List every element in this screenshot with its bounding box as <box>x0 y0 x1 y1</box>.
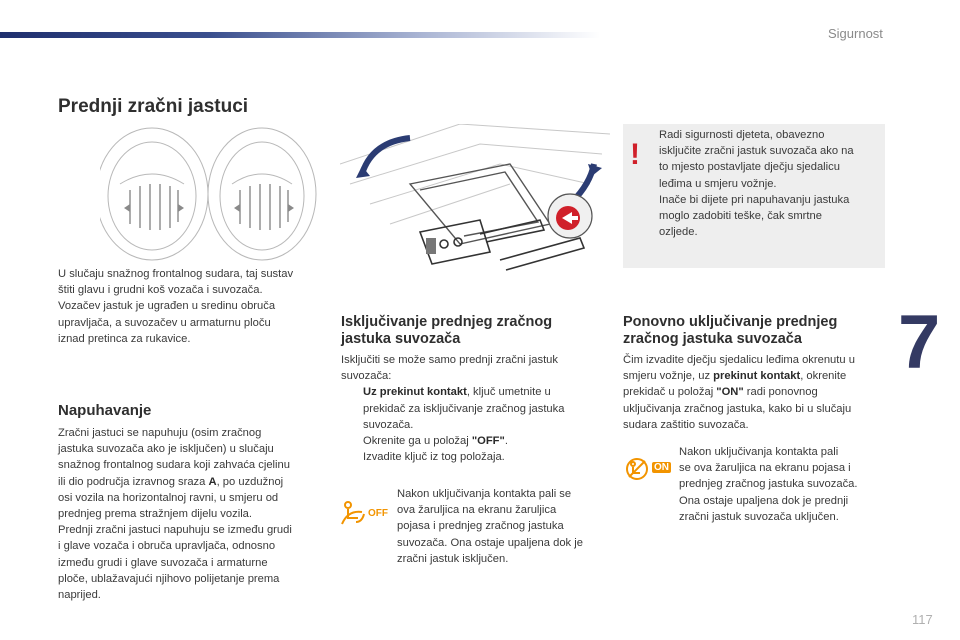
page-number: 117 <box>912 612 933 627</box>
reactivation-heading: Ponovno uključivanje prednjeg zračnog jastuka suvozača <box>623 314 838 347</box>
list-item: Okrenite ga u položaj "OFF". <box>363 435 508 448</box>
page-title: Prednji zračni jastuci <box>58 96 249 117</box>
chapter-number: 7 <box>898 300 941 385</box>
intro-paragraph: U slučaju snažnog frontalnog sudara, taj sustav štiti glavu i grudni koš vozača i suvozača. Vozačev jastuk je ugrađen u sredinu obruča upravljača, a suvozačev u armaturnu ploču iznad pretinca za rukavice. <box>58 268 294 345</box>
deactivation-heading: Isključivanje prednjeg zračnog jastuka suvozača <box>341 314 553 347</box>
airbag-off-tag: OFF <box>368 508 388 519</box>
warning-icon: ! <box>630 138 640 171</box>
airbag-on-indicator-icon <box>624 456 674 482</box>
airbag-illustration <box>100 124 320 262</box>
airbag-off-indicator-icon <box>338 500 394 528</box>
airbag-switch-illustration <box>340 124 610 294</box>
airbag-on-tag: ON <box>654 462 669 473</box>
inflation-paragraph: Zračni jastuci se napuhuju (osim zračnog jastuka suvozača ako je isključen) u slučaju snažnog frontalnog sudara koji zahvaća cjelinu ili dio područja izravnog sraza A, po uzdužnoj osi vozila na horizontalnoj ravni, u smjeru od prednjeg prema stražnjem dijelu vozila. Prednji zračni jastuci napuhuju se između grudi i glave vozača i obruča upravljača, odnosno između grudi i glave suvozača i armaturne ploče, ublažavajući njihovo polijetanje prema naprijed. <box>58 427 292 602</box>
list-item: Izvadite ključ iz tog položaja. <box>363 451 505 464</box>
warning-text: Radi sigurnosti djeteta, obavezno isključite zračni jastuk suvozača ako na to mjesto postavljate dječju sjedalicu leđima u smjeru vožnje. Inače bi dijete pri napuhavanju jastuka moglo zadobiti teške, čak smrtne ozljede. <box>659 129 854 239</box>
airbag-on-seat-icon <box>624 457 650 481</box>
reactivation-indicator-text: Nakon uključivanja kontakta pali se ova žaruljica na ekranu pojasa i prednjeg zračnog jastuka suvozača. Ona ostaje upaljena dok je prednji zračni jastuk suvozača uključen. <box>679 446 858 523</box>
airbag-off-seat-icon <box>338 500 368 528</box>
deactivation-indicator-text: Nakon uključivanja kontakta pali se ova žaruljica na ekranu žaruljica pojasa i prednjeg zračnog jastuka suvozača. Ona ostaje upaljena dok je zračni jastuk isključen. <box>397 488 583 565</box>
reactivation-paragraph: Čim izvadite dječju sjedalicu leđima okrenutu u smjeru vožnje, uz prekinut kontakt, okrenite prekidač u položaj "ON" radi ponovnog uključivanja zračnog jastuka, kako bi u slučaju sudara zaštitio suvozača. <box>623 354 855 431</box>
header-bar <box>0 32 600 38</box>
deactivation-steps <box>341 384 611 465</box>
list-item: Uz prekinut kontakt, ključ umetnite u prekidač za isključivanje zračnog jastuka suvozača. <box>363 386 565 431</box>
inflation-heading: Napuhavanje <box>58 402 152 419</box>
section-title: Sigurnost <box>828 26 883 41</box>
deactivation-paragraph: Isključiti se može samo prednji zračni jastuk suvozača: Uz prekinut kontakt, ključ umetnite u prekidač za isključivanje zračnog jastuka suvozača. Okrenite ga u položaj "OFF". Izvadite ključ iz tog položaja. <box>341 352 611 465</box>
